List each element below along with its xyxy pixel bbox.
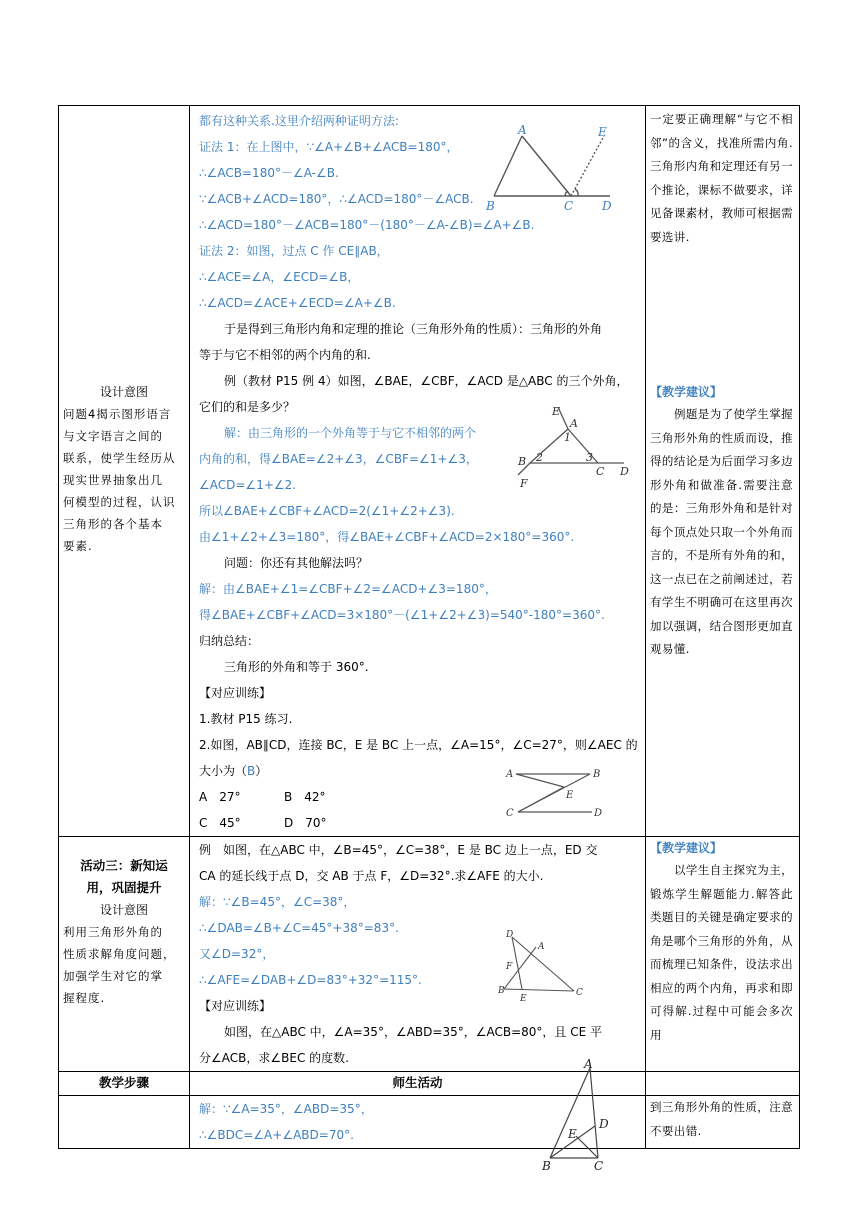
- solution-line3: ∠ACD=∠1+∠2.: [199, 478, 297, 492]
- header-row: [59, 1072, 800, 1096]
- design-intent-line-1: 问题4揭示图形语言: [63, 407, 172, 421]
- figure-triangle-dfe: [498, 929, 598, 1004]
- fig2-label-d: D: [620, 465, 629, 478]
- example2-line1: 例 如图，在△ABC 中，∠B=45°，∠C=38°，E 是 BC 边上一点，ED 交: [199, 843, 598, 857]
- option-d: D 70°: [284, 816, 327, 830]
- design-intent-line-5: 何模型的过程，认识: [63, 495, 176, 509]
- fig1-label-e: E: [598, 125, 607, 139]
- fig4-label-d: D: [506, 930, 514, 940]
- design-intent-line-7: 要素.: [63, 539, 93, 553]
- right-cell-activity-notes: [646, 837, 800, 1072]
- proof1-line4: ∴∠ACD=180°－∠ACB=180°－(180°－∠A-∠B)=∠A+∠B.: [199, 218, 535, 232]
- question-line: 问题：你还有其他解法吗？: [224, 556, 369, 570]
- design-intent-line-6: 三角形的各个基本: [63, 517, 163, 531]
- row-activity-three: [59, 837, 800, 1072]
- answer-suffix: ）: [255, 764, 268, 778]
- fig3-label-b: B: [593, 769, 601, 780]
- option-a: A 27°: [199, 790, 241, 804]
- header-steps: 教学步骤: [59, 1072, 190, 1096]
- left-cell-activity: [59, 837, 190, 1072]
- example2-line2: CA 的延长线于点 D，交 AB 于点 F，∠D=32°.求∠AFE 的大小.: [199, 869, 544, 883]
- activity-intent-line-1: 利用三角形外角的: [63, 925, 163, 939]
- fig1-label-a: A: [518, 123, 527, 137]
- practice2-line2: 分∠ACB，求∠BEC 的度数.: [199, 1051, 349, 1065]
- row-continued: [59, 1096, 800, 1149]
- continued-note: 到三角形外角的性质，注意不要出错.: [650, 1100, 793, 1138]
- fig2-label-f: F: [520, 477, 528, 490]
- fig4-label-f: F: [506, 962, 513, 972]
- answer-choice: B: [247, 764, 256, 778]
- solution-line2: 内角的和，得∠BAE=∠2+∠3，∠CBF=∠1+∠3，: [199, 452, 478, 466]
- note-exterior-angle: 一定要正确理解“与它不相邻”的含义，找准所需内角.三角形内角和定理还有另一个推论，课标不做要求，详见备课素材，教师可根据需要选讲.: [650, 112, 793, 244]
- continued-right: [646, 1096, 800, 1149]
- fig2-label-a: A: [570, 417, 578, 430]
- practice-item1: 1.教材 P15 练习.: [199, 712, 293, 726]
- practice-heading: 【对应训练】: [199, 686, 272, 700]
- header-blank: [646, 1072, 800, 1096]
- left-cell-design-intent: [59, 106, 190, 837]
- fig3-label-d: D: [594, 808, 603, 819]
- solution-line1: 解：由三角形的一个外角等于与它不相邻的两个: [224, 426, 477, 440]
- fig1-label-d: D: [602, 199, 612, 213]
- fig1-label-c: C: [564, 199, 574, 213]
- practice2-solution1: 解：∵∠A=35°，∠ABD=35°，: [199, 1102, 373, 1116]
- proof1-line3: ∵∠ACB+∠ACD=180°，∴∠ACD=180°－∠ACB.: [199, 192, 474, 206]
- fig5-label-a: A: [584, 1057, 593, 1071]
- figure-parallel-lines: [504, 766, 614, 821]
- fig3-label-c: C: [506, 808, 514, 819]
- option-b: B 42°: [284, 790, 326, 804]
- example2-solution1: 解：∵∠B=45°，∠C=38°，: [199, 895, 356, 909]
- alt-solution-line1: 解：由∠BAE+∠1=∠CBF+∠2=∠ACD+∠3=180°，: [199, 582, 497, 596]
- fig4-label-b: B: [498, 986, 505, 996]
- activity-intent-line-2: 性质求解角度问题，: [63, 947, 176, 961]
- middle-cell-proof: [190, 106, 646, 837]
- fig5-label-e: E: [568, 1127, 577, 1141]
- fig5-label-c: C: [594, 1159, 604, 1173]
- teaching-advice-text-2: 以学生自主探究为主，锻炼学生解题能力.解答此类题目的关键是确定要求的角是哪个三角形的外角，从而梳理已知条件，设法求出相应的两个内角，再求和即可得解.过程中可能会多次用: [650, 863, 793, 1042]
- summary-text: 三角形的外角和等于 360°.: [224, 660, 369, 674]
- fig2-label-b: B: [518, 455, 527, 468]
- example2-solution3: 又∠D=32°，: [199, 947, 275, 961]
- example-line1: 例（教材 P15 例 4）如图，∠BAE，∠CBF，∠ACD 是△ABC 的三个外角，: [224, 374, 629, 388]
- proof1-line1: 证法 1：在上图中，∵∠A+∠B+∠ACB=180°，: [199, 140, 459, 154]
- design-intent-line-2: 与文字语言之间的: [63, 429, 163, 443]
- figure-three-exterior-angles: [512, 403, 632, 488]
- design-intent-line-3: 联系，使学生经历从: [63, 451, 176, 465]
- summary-heading: 归纳总结：: [199, 634, 260, 648]
- proof2-line1: 证法 2：如图，过点 C 作 CE∥AB，: [199, 244, 389, 258]
- continued-left: [59, 1096, 190, 1149]
- activity-design-intent-title: 设计意图: [99, 903, 148, 917]
- figure-triangle-bisector: [538, 1058, 618, 1173]
- right-cell-notes: [646, 106, 800, 837]
- solution-line5: 由∠1+∠2+∠3=180°，得∠BAE+∠CBF+∠ACD=2×180°=360°.: [199, 530, 575, 544]
- fig3-label-e: E: [566, 790, 574, 801]
- fig2-label-e: E: [552, 405, 561, 418]
- figure-exterior-angle: [486, 124, 616, 214]
- option-c: C 45°: [199, 816, 241, 830]
- teaching-advice-heading-1: 【教学建议】: [650, 385, 723, 399]
- example2-solution2: ∴∠DAB=∠B+∠C=45°+38°=83°.: [199, 921, 399, 935]
- solution-line4: 所以∠BAE+∠CBF+∠ACD=2(∠1+∠2+∠3).: [199, 504, 455, 518]
- answer-prefix: 大小为（: [199, 764, 248, 778]
- lesson-table: [58, 105, 800, 1149]
- middle-cell-example: [190, 837, 646, 1072]
- header-activity: 师生活动: [190, 1072, 646, 1096]
- fig5-label-d: D: [599, 1117, 609, 1131]
- practice2-line1: 如图，在△ABC 中，∠A=35°，∠ABD=35°，∠ACB=80°，且 CE 平: [224, 1025, 602, 1039]
- practice2-heading: 【对应训练】: [199, 999, 272, 1013]
- proof2-line3: ∴∠ACD=∠ACE+∠ECD=∠A+∠B.: [199, 296, 396, 310]
- proof-intro: 都有这种关系.这里介绍两种证明方法:: [199, 114, 399, 128]
- activity-title-line1: 活动三：新知运: [80, 858, 168, 873]
- row-design-intent: [59, 106, 800, 837]
- fig4-label-c: C: [576, 988, 583, 998]
- design-intent-title: 设计意图: [99, 385, 148, 399]
- proof1-line2: ∴∠ACB=180°－∠A-∠B.: [199, 166, 339, 180]
- proof2-line2: ∴∠ACE=∠A，∠ECD=∠B，: [199, 270, 360, 284]
- corollary-line1: 于是得到三角形内角和定理的推论（三角形外角的性质）：三角形的外角: [224, 322, 603, 336]
- activity-title-line2: 用，巩固提升: [86, 880, 162, 895]
- fig2-label-c: C: [596, 465, 605, 478]
- fig4-label-a: A: [538, 942, 545, 952]
- example-line2: 它们的和是多少？: [199, 400, 296, 414]
- activity-intent-line-4: 握程度.: [63, 991, 106, 1005]
- example2-solution4: ∴∠AFE=∠DAB+∠D=83°+32°=115°.: [199, 973, 422, 987]
- teaching-advice-text-1: 例题是为了使学生掌握三角形外角的性质而设，推得的结论是为后面学习多边形外角和做准备.需要注意的是：三角形外角和是针对每个顶点处只取一个外角而言的，不是所有外角的和，这一点已在之前阐述过，若有学生不明确可在这里再次加以强调，结合图形更加直观易懂.: [650, 407, 793, 656]
- practice2-solution2: ∴∠BDC=∠A+∠ABD=70°.: [199, 1128, 354, 1142]
- fig5-label-b: B: [542, 1159, 551, 1173]
- activity-intent-line-3: 加强学生对它的掌: [63, 969, 163, 983]
- fig2-label-1: 1: [564, 431, 571, 444]
- alt-solution-line2: 得∠BAE+∠CBF+∠ACD=3×180°－(∠1+∠2+∠3)=540°-180°=360°.: [199, 608, 605, 622]
- corollary-line2: 等于与它不相邻的两个内角的和.: [199, 348, 371, 362]
- fig2-label-2: 2: [536, 451, 543, 464]
- design-intent-line-4: 现实世界抽象出几: [63, 473, 163, 487]
- fig3-label-a: A: [506, 769, 514, 780]
- fig2-label-3: 3: [586, 451, 593, 464]
- fig4-label-e: E: [520, 994, 527, 1004]
- fig1-label-b: B: [486, 199, 495, 213]
- practice-item2: 2.如图，AB∥CD，连接 BC，E 是 BC 上一点，∠A=15°，∠C=27°，则∠AEC 的: [199, 738, 638, 752]
- teaching-advice-heading-2: 【教学建议】: [650, 841, 723, 855]
